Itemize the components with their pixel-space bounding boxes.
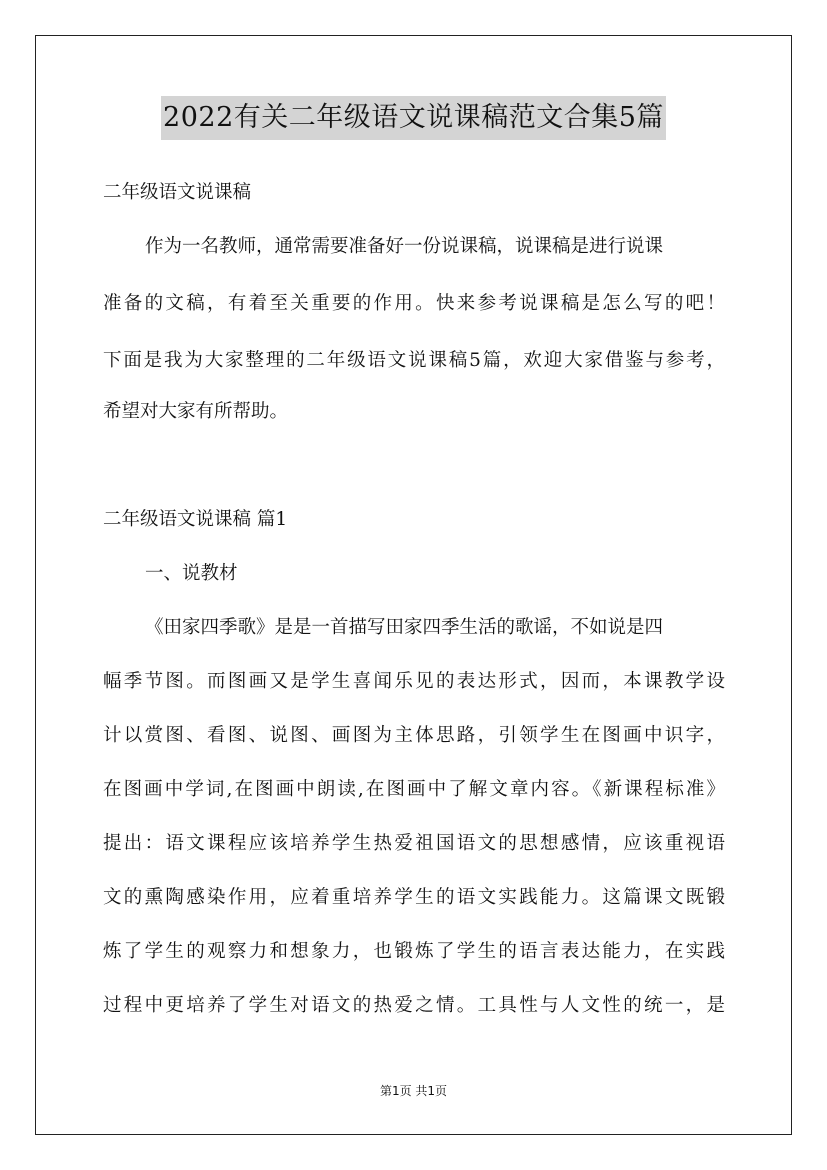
- intro-line-2: 准备的文稿，有着至关重要的作用。快来参考说课稿是怎么写的吧！: [103, 293, 725, 314]
- body-line-3: 计以赏图、看图、说图、画图为主体思路，引领学生在图画中识字，: [103, 725, 725, 746]
- title-container: [0, 96, 827, 140]
- body-line-6: 文的熏陶感染作用，应着重培养学生的语文实践能力。这篇课文既锻: [103, 887, 725, 908]
- body-line-5: 提出：语文课程应该培养学生热爱祖国语文的思想感情，应该重视语: [103, 833, 725, 854]
- body-line-7: 炼了学生的观察力和想象力，也锻炼了学生的语言表达能力，在实践: [103, 941, 725, 962]
- intro-line-3: 下面是我为大家整理的二年级语文说课稿5篇，欢迎大家借鉴与参考，: [103, 350, 725, 371]
- subsection-heading: 一、说教材: [145, 563, 238, 584]
- intro-line-4: 希望对大家有所帮助。: [103, 401, 289, 422]
- document-title: 2022有关二年级语文说课稿范文合集5篇: [161, 96, 666, 140]
- intro-line-1: 作为一名教师，通常需要准备好一份说课稿，说课稿是进行说课: [145, 236, 664, 257]
- body-line-2: 幅季节图。而图画又是学生喜闻乐见的表达形式，因而，本课教学设: [103, 671, 725, 692]
- page-number: 第1页 共1页: [379, 1084, 448, 1098]
- body-line-1: 《田家四季歌》是是一首描写田家四季生活的歌谣，不如说是四: [145, 617, 664, 638]
- section-heading: 二年级语文说课稿: [103, 182, 252, 203]
- body-line-4: 在图画中学词,在图画中朗读,在图画中了解文章内容。《新课程标准》: [103, 779, 725, 800]
- body-line-8: 过程中更培养了学生对语文的热爱之情。工具性与人文性的统一，是: [103, 995, 725, 1016]
- article-heading: 二年级语文说课稿 篇1: [103, 509, 288, 530]
